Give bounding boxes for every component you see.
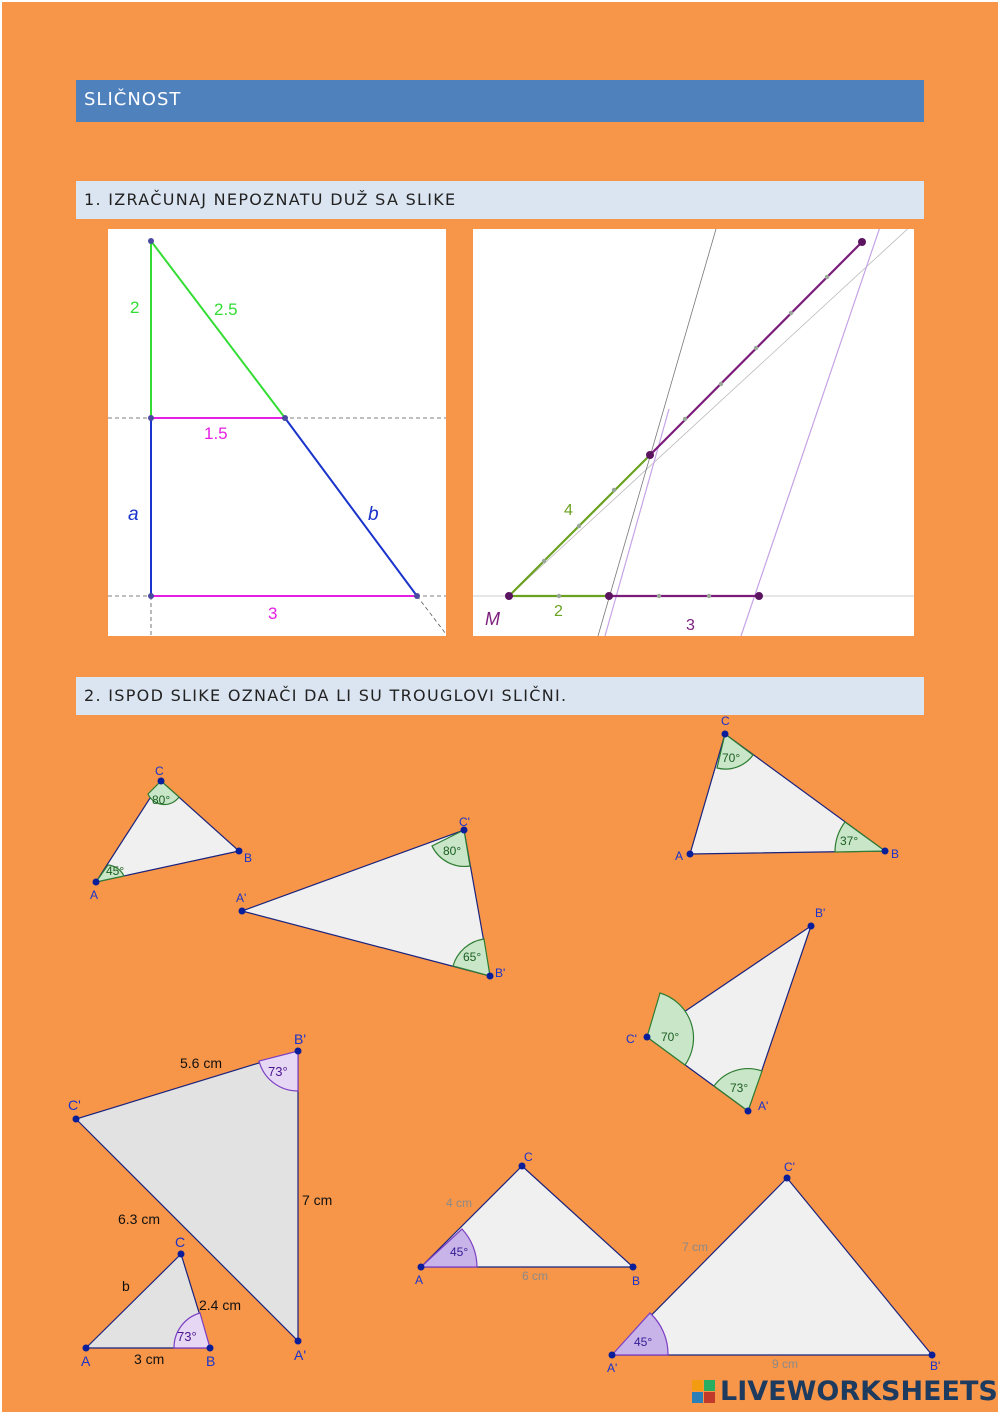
vertex-label: C: [524, 1150, 533, 1164]
vertex-label: B: [632, 1274, 641, 1288]
dashed-line-diagonal: [417, 596, 446, 634]
vertex-label: A': [236, 891, 247, 905]
side-label: 4 cm: [446, 1196, 473, 1210]
vertex-label: C: [155, 764, 164, 778]
point: [858, 238, 866, 246]
side-label: 5.6 cm: [180, 1055, 223, 1071]
label-b: b: [368, 504, 379, 525]
label-2-5: 2.5: [214, 300, 238, 319]
vertex-label: A: [81, 1353, 91, 1369]
angle-label: 80°: [443, 844, 462, 858]
point: [414, 593, 420, 599]
point: [148, 238, 154, 244]
angle-label: 45°: [450, 1245, 469, 1259]
angle-label: 73°: [268, 1064, 288, 1079]
line-lilac-2: [605, 409, 669, 636]
segment-b: [285, 418, 417, 596]
vertex-label: B: [891, 847, 900, 861]
label-3: 3: [268, 604, 278, 623]
point: [605, 592, 613, 600]
label-M: M: [485, 609, 500, 629]
task1-heading: 1. IZRAČUNAJ NEPOZNATU DUŽ SA SLIKE: [76, 181, 924, 219]
point: [755, 592, 763, 600]
task2-heading: 2. ISPOD SLIKE OZNAČI DA LI SU TROUGLOVI SLIČNI.: [76, 677, 924, 715]
side-label: 9 cm: [772, 1357, 799, 1371]
vertex-label: B': [930, 1359, 941, 1373]
triangle-p4b: [607, 1160, 940, 1375]
vertex-label: C': [68, 1097, 81, 1113]
vertex-label: B: [206, 1353, 216, 1369]
angle-label: 45°: [106, 864, 125, 878]
point: [148, 593, 154, 599]
angle-label: 70°: [661, 1030, 680, 1044]
vertex-label: A': [758, 1099, 769, 1113]
vertex-label: A': [294, 1347, 307, 1363]
point: [148, 415, 154, 421]
angle-label: 45°: [634, 1335, 653, 1349]
label-3: 3: [686, 617, 695, 634]
task1-figure-right: [473, 229, 914, 636]
vertex-label: C': [459, 815, 470, 829]
angle-label: 73°: [177, 1329, 197, 1344]
vertex-label: C': [626, 1032, 637, 1046]
vertex-label: B: [244, 851, 253, 865]
label-2: 2: [130, 298, 140, 317]
side-label: 7 cm: [682, 1240, 709, 1254]
vertex-label: A: [415, 1273, 424, 1287]
angle-label: 65°: [463, 950, 482, 964]
label-a: a: [128, 504, 139, 525]
label-1-5: 1.5: [204, 424, 228, 443]
vertex-label: A': [607, 1361, 618, 1375]
triangle-p2a: [675, 715, 899, 863]
label-4: 4: [564, 502, 573, 519]
point: [646, 451, 654, 459]
side-label: b: [122, 1278, 130, 1294]
task1-figure-left: [108, 229, 446, 636]
ray-diagonal: [509, 229, 914, 596]
liveworksheets-badge-icon: [692, 1380, 716, 1404]
vertex-label: B': [815, 906, 826, 920]
vertex-label: B': [294, 1031, 307, 1047]
vertex-label: C: [721, 715, 730, 728]
label-2: 2: [554, 603, 563, 620]
point-M: [505, 592, 513, 600]
task2-triangles: [0, 715, 1000, 1414]
liveworksheets-logo[interactable]: [690, 1376, 998, 1407]
vertex-label: A: [675, 849, 684, 863]
angle-label: 73°: [730, 1081, 749, 1095]
side-label: 7 cm: [302, 1192, 333, 1208]
vertex-label: C: [175, 1234, 186, 1250]
side-label: 3 cm: [134, 1351, 165, 1367]
angle-label: 37°: [840, 834, 859, 848]
worksheet-title: SLIČNOST: [76, 80, 924, 122]
line-lilac-1: [741, 229, 881, 636]
vertex-label: B': [495, 966, 506, 980]
angle-label: 80°: [152, 793, 171, 807]
angle-label: 70°: [722, 751, 741, 765]
segment-green-hypotenuse: [151, 241, 285, 418]
liveworksheets-brand: LIVEWORKSHEETS: [720, 1376, 998, 1407]
triangle-p2b: [626, 906, 825, 1115]
vertex-label: A: [90, 888, 99, 902]
triangle-p4a: [415, 1150, 640, 1288]
tick-marks: [542, 275, 829, 598]
triangle-p1b: [236, 815, 505, 980]
line-gray-1: [598, 229, 716, 636]
side-label: 6.3 cm: [118, 1211, 161, 1227]
triangle-p1a: [90, 764, 252, 902]
vertex-label: C': [784, 1160, 795, 1174]
point: [282, 415, 288, 421]
side-label: 2.4 cm: [199, 1297, 242, 1313]
side-label: 6 cm: [522, 1269, 549, 1283]
